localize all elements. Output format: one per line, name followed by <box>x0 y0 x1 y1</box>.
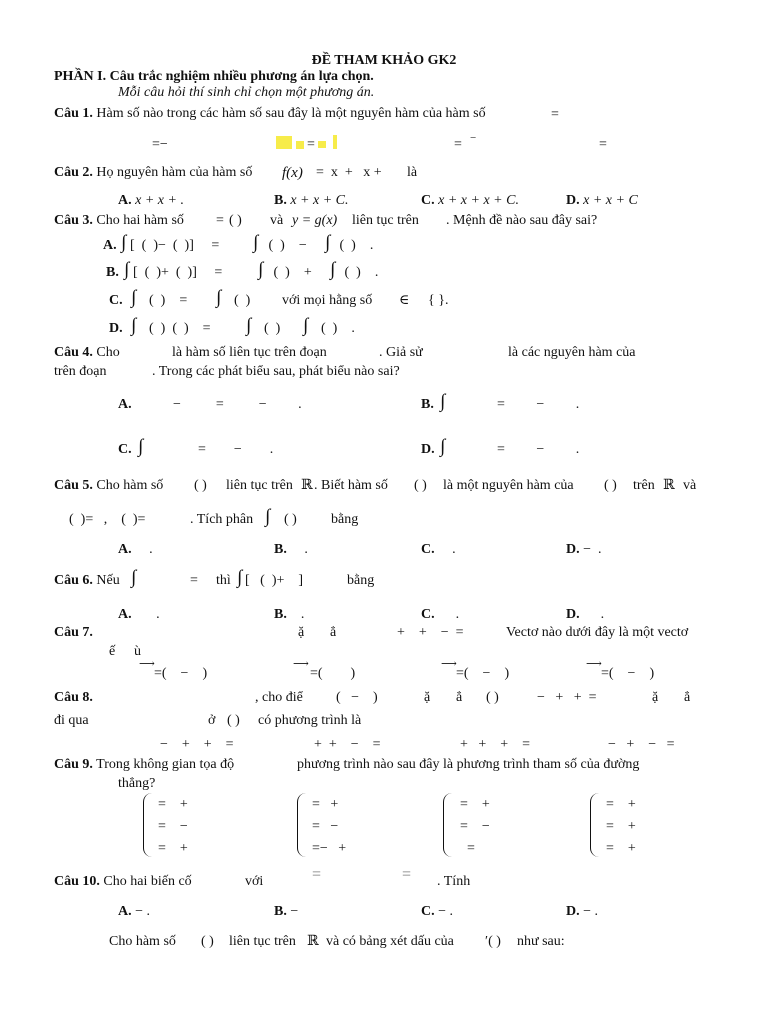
question-text: có phương trình là <box>258 713 362 728</box>
question-text: . Tích phân <box>190 512 254 527</box>
question-label: Câu 10. <box>54 874 100 889</box>
integral-sign: ∫ <box>303 315 309 336</box>
option-c-expression: = − . <box>198 442 274 457</box>
diacritic-fragment: ẳ <box>330 625 337 640</box>
question-text: Họ nguyên hàm của hàm số <box>96 165 253 180</box>
option-c[interactable]: =( − ) <box>456 666 510 681</box>
page-title: ĐỀ THAM KHẢO GK2 <box>311 53 457 68</box>
question-text: Hàm số nào trong các hàm số sau đây là một nguyên hàm của hàm số <box>96 106 486 121</box>
integral-sign: ∫ <box>325 232 331 253</box>
vector-arrow-icon: ⟶ <box>139 658 155 670</box>
paren: ( ) <box>414 478 427 493</box>
integral-sign: ∫ <box>121 232 127 253</box>
reals-symbol: ℝ <box>301 478 313 493</box>
option-a[interactable]: A. . <box>118 607 160 622</box>
question-text: Vectơ nào dưới đây là một vectơ <box>506 625 689 640</box>
minus-sign: − <box>470 132 477 144</box>
question-text: Cho hai biến cố <box>103 874 192 889</box>
question-label: Câu 2. <box>54 165 93 180</box>
expression: − + + = <box>537 690 597 705</box>
function-body: = x + x + <box>316 165 382 180</box>
equals-sign: = <box>454 137 462 152</box>
option-d[interactable]: D. <box>109 321 123 336</box>
paren: ( ) <box>284 512 297 527</box>
option-d[interactable]: D. x + x + C <box>566 193 638 208</box>
question-label: Câu 3. <box>54 213 93 228</box>
set-notation: { }. <box>428 293 449 308</box>
highlight-mark <box>333 135 337 149</box>
equals-sign: = <box>402 866 412 883</box>
question-text: liên tục trên <box>352 213 419 228</box>
option-d[interactable]: D. − . <box>566 904 599 919</box>
vector-arrow-icon: ⟶ <box>293 658 309 670</box>
option-a-expression: ( ) . <box>336 238 374 253</box>
option-b-expression: ( ) + <box>270 265 312 280</box>
question-text: là một nguyên hàm của <box>443 478 574 493</box>
question-text: . Giả sử <box>379 345 423 360</box>
option-b[interactable]: B. . <box>274 607 305 622</box>
option-a[interactable]: A. <box>103 238 117 253</box>
option-a[interactable]: A. x + x + . <box>118 193 184 208</box>
question-text: Trong không gian tọa độ <box>96 757 235 772</box>
integral-sign: ∫ <box>253 232 259 253</box>
question-text: . Biết hàm số <box>314 478 388 493</box>
diacritic-fragment: ặ <box>298 625 305 640</box>
option-b[interactable]: + + − = <box>314 737 381 752</box>
question-text: và <box>683 478 697 493</box>
integral-sign: ∫ <box>440 436 446 457</box>
option-a-expression: − = − . <box>173 397 302 412</box>
element-of-sign: ∈ <box>399 293 410 308</box>
question-text: liên tục trên <box>229 934 296 949</box>
paren: ( ) <box>604 478 617 493</box>
option-b[interactable]: B. <box>421 397 434 412</box>
integral-sign: ∫ <box>330 259 336 280</box>
paren: ( ) <box>201 934 214 949</box>
integral-sign: ∫ <box>124 259 130 280</box>
option-a-expression: [ ( )− ( )] = <box>130 238 220 253</box>
option-c[interactable]: C. . <box>421 607 460 622</box>
question-text: Nếu <box>96 573 120 588</box>
question-text: Cho hàm số <box>96 478 164 493</box>
integral-sign: ∫ <box>246 315 252 336</box>
question-text: . Tính <box>437 874 471 889</box>
option-a[interactable]: =( − ) <box>154 666 208 681</box>
option-c[interactable]: C. x + x + x + C. <box>421 193 519 208</box>
question-text: là các nguyên hàm của <box>508 345 636 360</box>
option-c-expression: ( ) <box>227 293 251 308</box>
brace-icon <box>443 793 452 857</box>
option-b-expression: = − . <box>497 397 580 412</box>
question-text: bằng <box>331 512 359 527</box>
question-text: , cho điể <box>255 690 303 705</box>
paren: ( ) <box>486 690 499 705</box>
part-title: PHẦN I. Câu trắc nghiệm nhiều phương án lựa chọn. <box>54 69 374 84</box>
integral-sign: ∫ <box>258 259 264 280</box>
question-text: thì <box>216 573 231 588</box>
option-d-expression: = − . <box>497 442 580 457</box>
question-label: Câu 5. <box>54 478 93 493</box>
question-text: thẳng? <box>118 776 156 791</box>
option-b[interactable]: B. <box>106 265 119 280</box>
equals-sign: = <box>551 107 559 122</box>
integral-sign: ∫ <box>216 287 222 308</box>
question-label: Câu 1. <box>54 106 93 121</box>
question-label: Câu 7. <box>54 625 93 640</box>
function-gx: y = g(x) <box>292 213 338 228</box>
option-c[interactable]: C. <box>118 442 132 457</box>
option-d[interactable]: =( − ) <box>601 666 655 681</box>
diacritic-fragment: ặ <box>652 690 659 705</box>
option-c[interactable]: C. <box>109 293 123 308</box>
highlight-mark <box>318 141 326 148</box>
integral-sign: ∫ <box>237 567 243 588</box>
integral-sign: ∫ <box>131 287 137 308</box>
condition-expression: ( )= , ( )= <box>69 512 146 527</box>
integral-sign: ∫ <box>265 506 271 527</box>
option-b-expression: [ ( )+ ( )] = <box>133 265 223 280</box>
question-text: . Trong các phát biểu sau, phát biểu nào sai? <box>152 364 400 379</box>
diacritic-fragment: ẳ <box>684 690 691 705</box>
option-c[interactable]: C. − . <box>421 904 454 919</box>
option-a[interactable]: A. <box>118 397 132 412</box>
integral-sign: ∫ <box>131 315 137 336</box>
instruction: Mỗi câu hỏi thí sinh chỉ chọn một phương án. <box>118 85 375 100</box>
option-c[interactable]: + + + = <box>460 737 531 752</box>
option-b[interactable]: B. − <box>274 904 299 919</box>
paren: ( ) <box>194 478 207 493</box>
option-d[interactable]: D. <box>421 442 435 457</box>
question-text: . Mệnh đề nào sau đây sai? <box>446 213 598 228</box>
option-d-expression: ( ) <box>257 321 281 336</box>
option-d-expression: ( ) . <box>314 321 355 336</box>
question-text: phương trình nào sau đây là phương trình tham số của đường <box>297 757 640 772</box>
highlight-mark <box>276 136 292 149</box>
option-d[interactable]: D. − . <box>566 542 602 557</box>
option-b[interactable]: B. x + x + C. <box>274 193 349 208</box>
question-text: Cho <box>96 345 120 360</box>
integral-sign: ∫ <box>131 567 137 588</box>
point-coordinates: ( − ) <box>336 690 378 705</box>
brace-icon <box>297 793 306 857</box>
vector-arrow-icon: ⟶ <box>586 658 602 670</box>
question-text: với <box>245 874 264 889</box>
brace-icon <box>590 793 599 857</box>
diacritic-fragment: ặ <box>424 690 431 705</box>
question-text: bằng <box>347 573 375 588</box>
question-text: ở <box>208 713 216 728</box>
option-b-expression: ( ) . <box>341 265 379 280</box>
option-c[interactable]: C. . <box>421 542 456 557</box>
diacritic-fragment: ù <box>134 644 141 659</box>
expression: [ ( )+ ] <box>245 573 304 588</box>
question-text: như sau: <box>517 934 565 949</box>
diacritic-fragment: ế <box>109 644 116 659</box>
equals-sign: = <box>599 137 607 152</box>
question-text: trên đoạn <box>54 364 107 379</box>
option-b[interactable]: =( ) <box>310 666 356 681</box>
equals-sign: = <box>312 866 322 883</box>
option-c-expression: ( ) = <box>142 293 188 308</box>
expression: + + − = <box>397 625 464 640</box>
reals-symbol: ℝ <box>307 934 319 949</box>
option-a[interactable]: A. − . <box>118 904 151 919</box>
option-a[interactable]: − + + = <box>160 737 234 752</box>
equals-sign: = <box>307 137 315 152</box>
derivative-notation: ′( ) <box>485 934 501 949</box>
question-label: Câu 4. <box>54 345 93 360</box>
paren: ( ) <box>229 213 242 228</box>
option-d[interactable]: D. . <box>566 607 605 622</box>
question-tail: là <box>407 165 418 180</box>
diacritic-fragment: ẳ <box>456 690 463 705</box>
option-b[interactable]: B. . <box>274 542 308 557</box>
question-label: Câu 8. <box>54 690 93 705</box>
equals-sign: = <box>190 573 198 588</box>
question-text: và có bảng xét dấu của <box>326 934 454 949</box>
option-d[interactable]: − + − = <box>608 737 675 752</box>
paren: ( ) <box>227 713 240 728</box>
question-label: Câu 9. <box>54 757 93 772</box>
question-text: liên tục trên <box>226 478 293 493</box>
integral-sign: ∫ <box>138 436 144 457</box>
highlight-mark <box>296 141 304 149</box>
option-d-expression: ( ) ( ) = <box>142 321 211 336</box>
question-text: Cho hai hàm số <box>96 213 184 228</box>
option-a[interactable]: A. . <box>118 542 153 557</box>
question-text: là hàm số liên tục trên đoạn <box>172 345 327 360</box>
option-a-expression: ( ) − <box>265 238 307 253</box>
question-label: Câu 6. <box>54 573 93 588</box>
brace-icon <box>143 793 152 857</box>
equals-sign: = <box>216 213 224 228</box>
option-a-fragment: =− <box>152 137 168 152</box>
question-text: đi qua <box>54 713 89 728</box>
function-fx: f(x) <box>282 165 303 181</box>
question-text: Cho hàm số <box>109 934 176 949</box>
vector-arrow-icon: ⟶ <box>441 658 457 670</box>
question-text: trên <box>633 478 655 493</box>
option-c-text: với mọi hằng số <box>282 293 373 308</box>
integral-sign: ∫ <box>440 391 446 412</box>
question-text: và <box>270 213 284 228</box>
reals-symbol: ℝ <box>663 478 675 493</box>
